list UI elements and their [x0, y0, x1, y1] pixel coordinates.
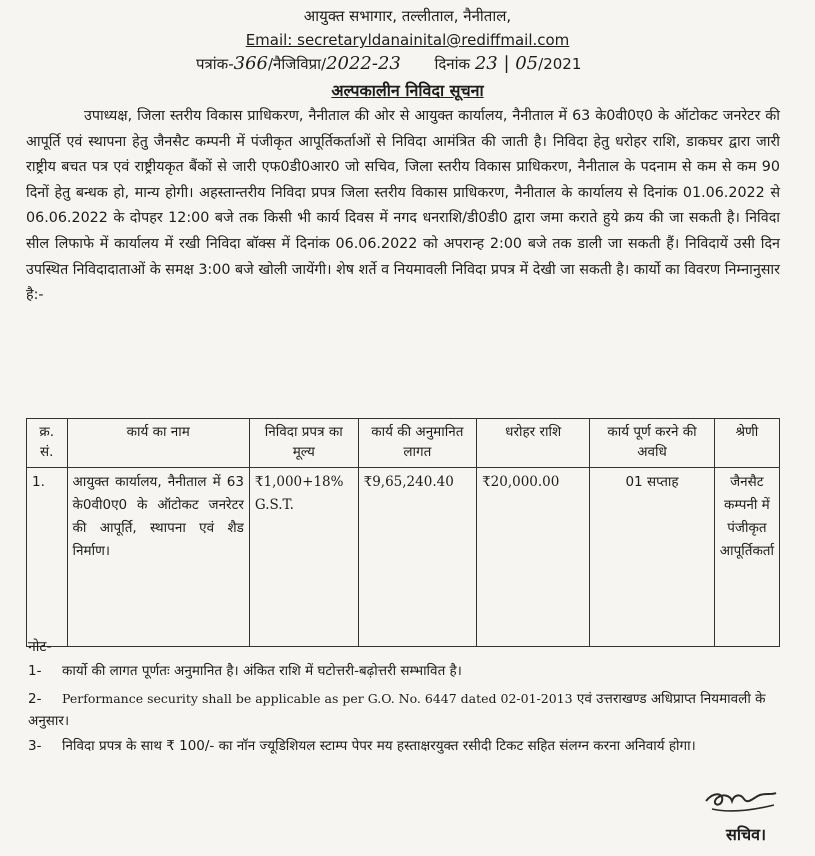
- works-table: [26, 418, 780, 647]
- notice-title: अल्पकालीन निविदा सूचना: [331, 81, 484, 100]
- note-label: नोट-: [28, 639, 52, 655]
- reference-line: [196, 53, 581, 74]
- ref-number: 366: [233, 53, 268, 74]
- ref-year: 2022-23: [326, 53, 401, 74]
- ref-prefix: पत्रांक-: [196, 55, 234, 73]
- notice-body: [26, 104, 780, 309]
- header-time: कार्य पूर्ण करने की अवधि: [590, 419, 715, 468]
- note-1: [28, 660, 780, 682]
- signatory-title: सचिव।: [726, 825, 767, 844]
- cell-category: जैनसैट कम्पनी में पंजीकृत आपूर्तिकर्ता: [714, 468, 779, 647]
- note-2-number: 2-: [28, 691, 42, 707]
- header-fee: निविदा प्रपत्र का मूल्य: [249, 419, 358, 468]
- note-2-text-en: Performance security shall be applicable as per G.O. No. 6447 dated 02-01-2013: [62, 691, 573, 706]
- notice-body-text: उपाध्यक्ष, जिला स्तरीय विकास प्राधिकरण, नैनीताल की ओर से आयुक्त कार्यालय, नैनीताल में 63 के0वी0ए0 के ऑटोकट जनरेटर की आपूर्ति एवं स्थापना हेतु जैनसैट कम्पनी में पंजीकृत आपूर्तिकर्ताओं से निविदा आमंत्रित की जाती है। निविदा हेतु धरोहर राशि, डाकघर द्वारा जारी राष्ट्रीय बचत पत्र एवं राष्ट्रीयकृत बैंकों से जारी एफ0डी0आर0 जो सचिव, जिला स्तरीय विकास प्राधिकरण, नैनीताल के पदनाम से कम से कम 90 दिनों हेतु बन्धक हो, मान्य होगी। अहस्तान्तरीय निविदा प्रपत्र जिला स्तरीय विकास प्राधिकरण, नैनीताल के कार्यालय से दिनांक 01.06.2022 से 06.06.2022 के दोपहर 12:00 बजे तक किसी भी कार्य दिवस में नगद धनराशि/डी0डी0 द्वारा जमा कराते हुये क्रय की जा सकती है। निविदा सील लिफाफे में कार्यालय में रखी निविदा बॉक्स में दिनांक 06.06.2022 को अपरान्ह 2:00 बजे तक डाली जा सकती हैं। निविदायें उसी दिन उपस्थित निविदादाताओं के समक्ष 3:00 बजे खोली जायेंगी। शेष शर्ते व नियमावली निविदा प्रपत्र में देखी जा सकती है। कार्यो का विवरण निम्नानुसार है:-: [26, 108, 780, 304]
- table-row: [27, 468, 780, 647]
- note-3-number: 3-: [28, 738, 42, 754]
- header-cost: कार्य की अनुमानित लागत: [358, 419, 476, 468]
- date-handwritten: 23 | 05: [474, 53, 539, 74]
- note-1-number: 1-: [28, 663, 42, 679]
- office-email: Email: secretaryldanainital@rediffmail.com: [245, 31, 570, 49]
- note-1-text: कार्यो की लागत पूर्णतः अनुमानित है। अंकित राशि में घटोत्तरी-बढ़ोत्तरी सम्भावित है।: [62, 663, 462, 679]
- cell-cost: ₹9,65,240.40: [358, 468, 476, 647]
- date-year: /2021: [538, 55, 582, 73]
- signature-mark: [700, 783, 780, 819]
- table-header-row: [27, 419, 780, 468]
- note-2: [28, 688, 780, 732]
- cell-sn: 1.: [27, 468, 68, 647]
- note-3-text: निविदा प्रपत्र के साथ ₹ 100/- का नॉन ज्यूडिशियल स्टाम्प पेपर मय हस्ताक्षरयुक्त रसीदी टिकट सहित संलग्न करना अनिवार्य होगा।: [62, 738, 696, 754]
- cell-time: 01 सप्ताह: [590, 468, 715, 647]
- header-deposit: धरोहर राशि: [477, 419, 590, 468]
- cell-name: आयुक्त कार्यालय, नैनीताल में 63 के0वी0ए0 के ऑटोकट जनरेटर की आपूर्ति, स्थापना एवं शैड निर्माण।: [67, 468, 249, 647]
- cell-deposit: ₹20,000.00: [477, 468, 590, 647]
- header-sn: क्र. सं.: [27, 419, 68, 468]
- date-label: दिनांक: [434, 55, 471, 73]
- note-2-text-hi: एवं उत्तराखण्ड अधिप्राप्त नियमावली के अनुसार।: [28, 691, 766, 729]
- cell-fee: ₹1,000+18% G.S.T.: [249, 468, 358, 647]
- header-name: कार्य का नाम: [67, 419, 249, 468]
- ref-mid: /नैजिविप्रा/: [267, 55, 327, 73]
- note-3: [28, 735, 780, 757]
- header-category: श्रेणी: [714, 419, 779, 468]
- office-address: आयुक्त सभागार, तल्लीताल, नैनीताल,: [303, 7, 512, 25]
